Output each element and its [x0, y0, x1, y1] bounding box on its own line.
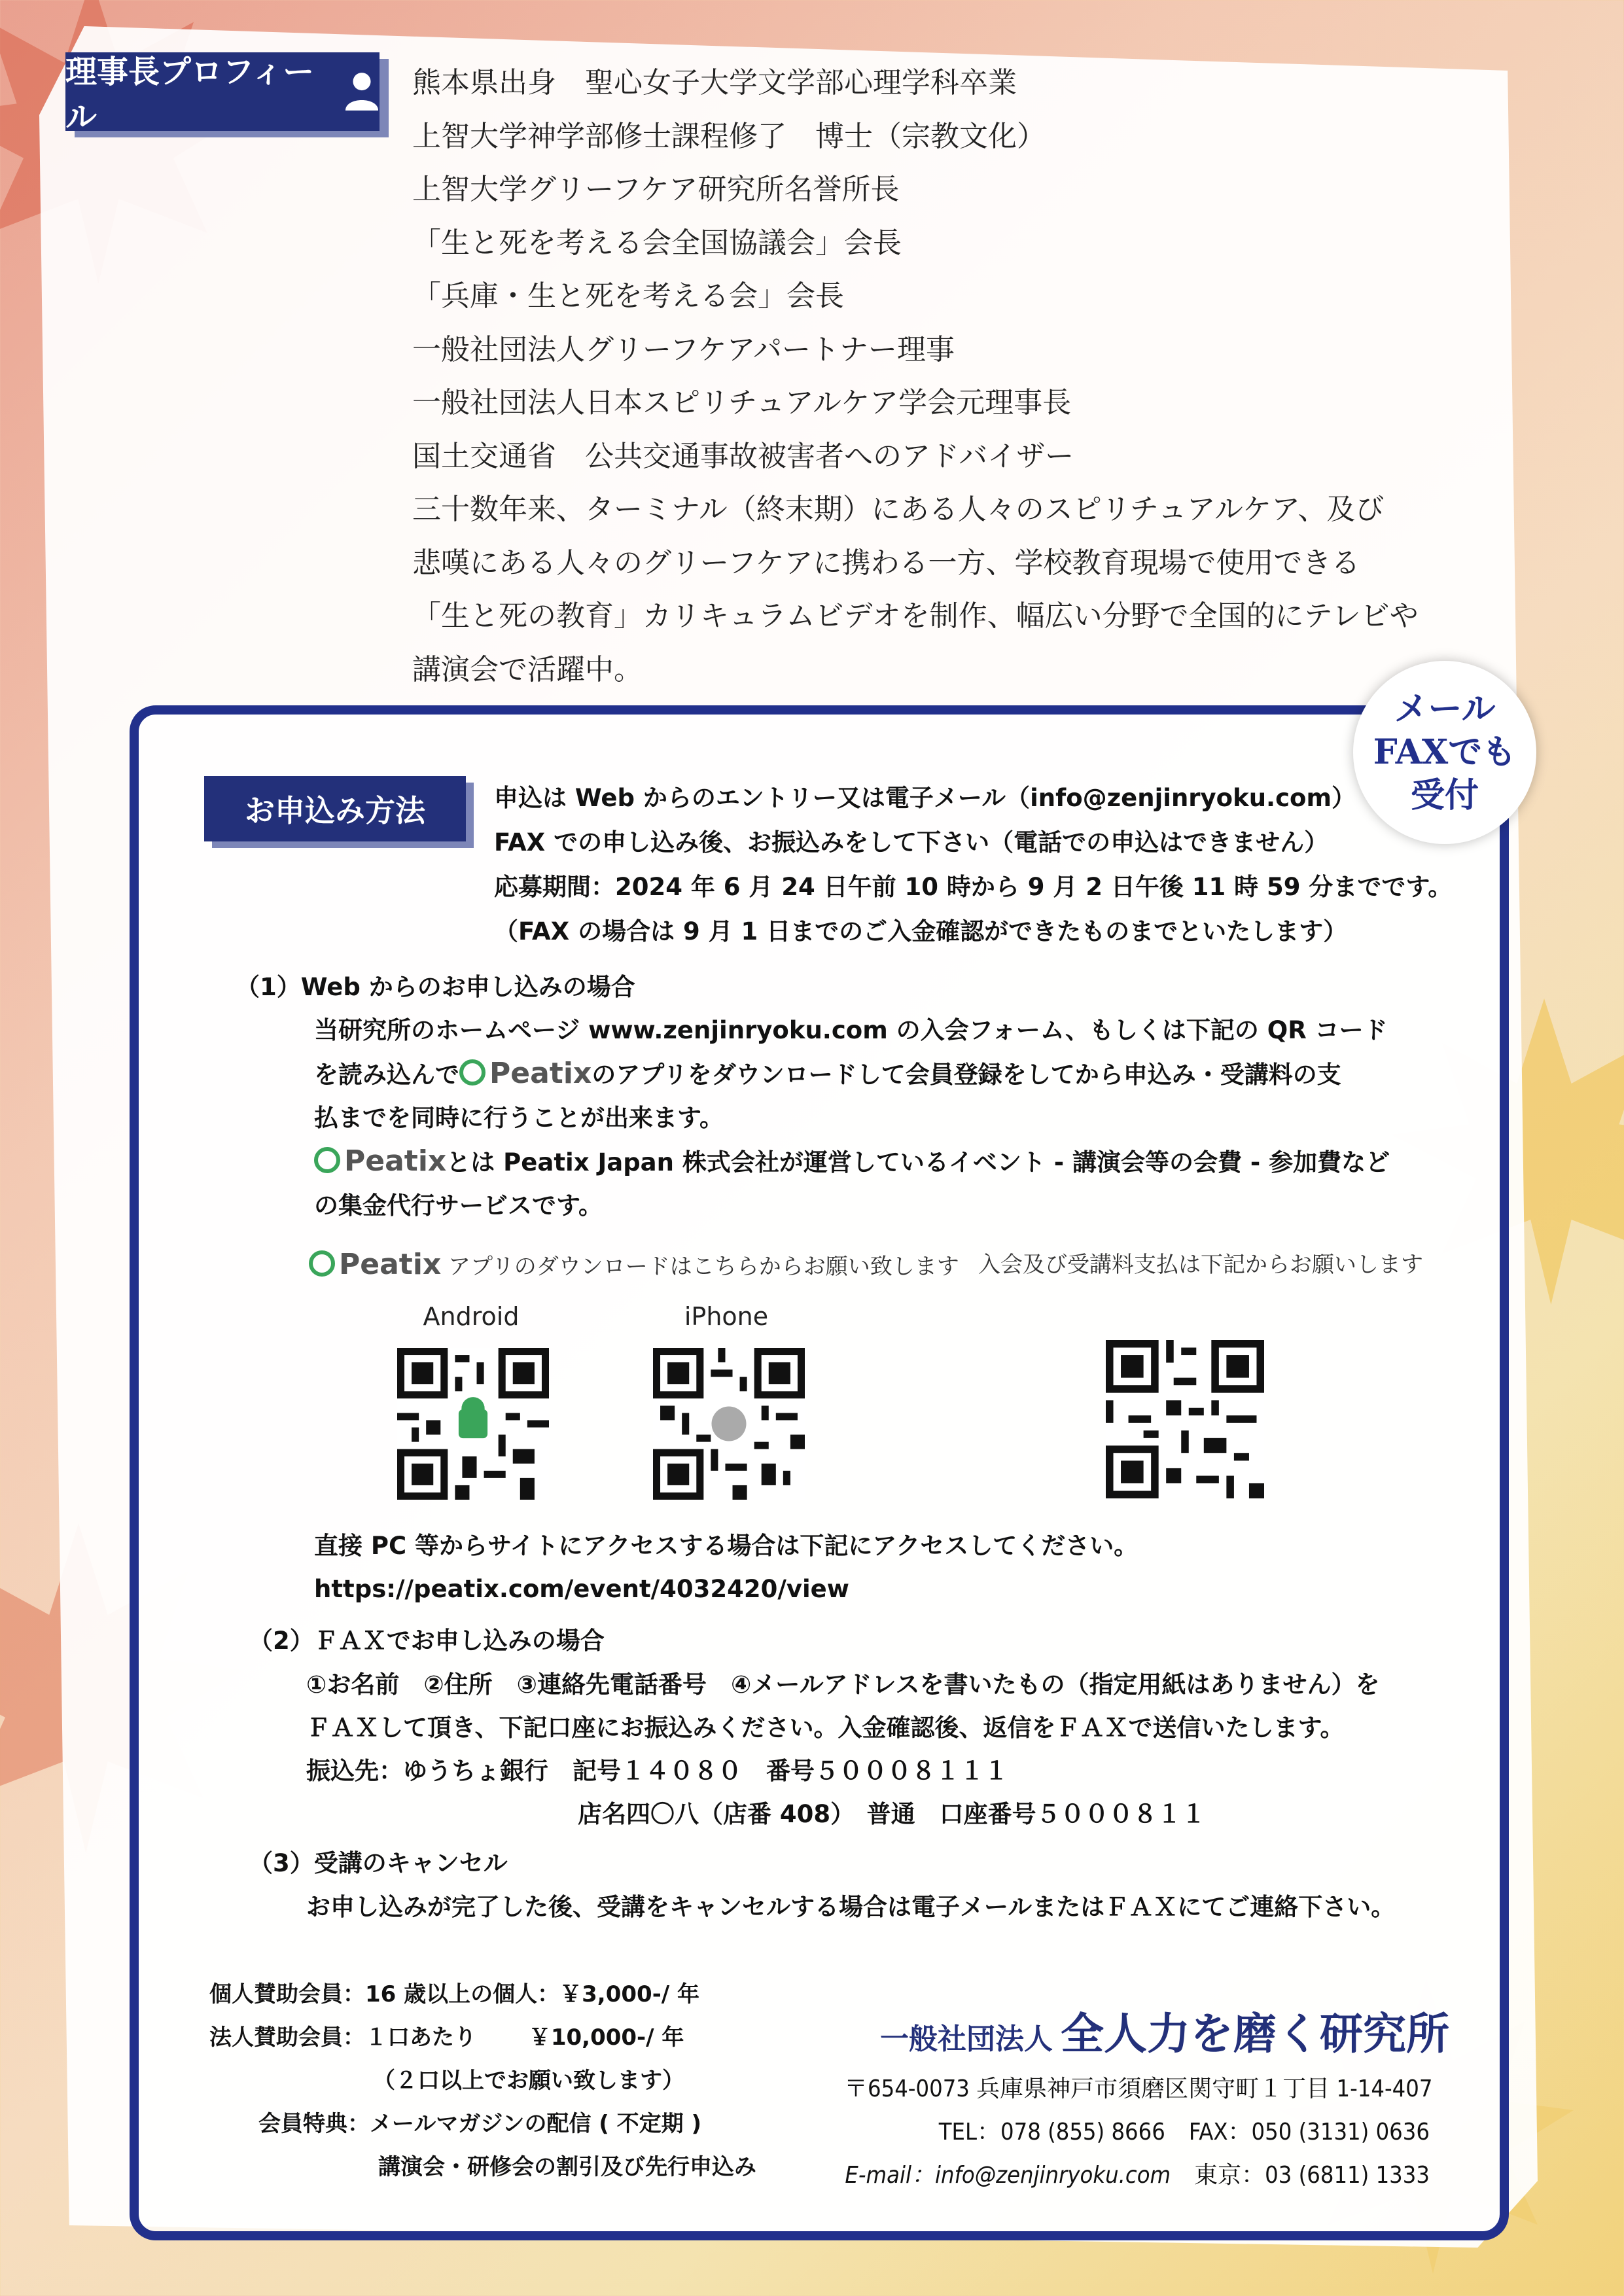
peatix-icon — [314, 1147, 340, 1173]
org-tel-fax: TEL：078 (855) 8666 FAX：050 (3131) 0636 — [938, 2119, 1430, 2146]
peatix-brand: Peatix — [339, 1248, 442, 1281]
intro-line: FAX での申し込み後、お振込みをして下さい（電話での申込はできません） — [494, 828, 1329, 857]
download-note — [309, 1243, 959, 1288]
member-line: （２口以上でお願い致します） — [373, 2068, 684, 2094]
qr-code-payment[interactable] — [1106, 1340, 1264, 1498]
fax-line: 振込先：ゆうちょ銀行 記号１４０８０ 番号５０００８１１１ — [306, 1757, 1008, 1785]
profile-line: 熊本県出身 聖心女子大学文学部心理学科卒業 — [412, 66, 1017, 99]
fax-line: ＦＡＸして頂き、下記口座にお振込みください。入金確認後、返信をＦＡＸで送信いたします。 — [306, 1714, 1345, 1742]
qr-code-iphone[interactable] — [653, 1348, 805, 1500]
qr-iphone-label: iPhone — [684, 1302, 769, 1331]
organization-contact — [844, 2068, 1433, 2197]
web-line-part: のアプリをダウンロードして会員登録をしてから申込み・受講料の支 — [591, 1061, 1341, 1089]
member-line: 講演会・研修会の割引及び先行申込み — [378, 2154, 756, 2180]
org-tokyo: 東京：03 (6811) 1333 — [1194, 2162, 1430, 2189]
peatix-logo — [309, 1248, 441, 1281]
fax-section-body — [306, 1663, 1379, 1836]
apply-method-badge — [204, 776, 466, 841]
member-line: 個人賛助会員：16 歳以上の個人：￥3,000-/ 年 — [209, 1981, 700, 2007]
stamp-line: メール — [1394, 689, 1496, 729]
web-line: の集金代行サービスです。 — [314, 1192, 603, 1220]
fax-section-heading: （2）ＦＡＸでお申し込みの場合 — [249, 1627, 605, 1655]
profile-text — [412, 56, 1485, 696]
web-line: 当研究所のホームページ www.zenjinryoku.com の入会フォーム、もしくは下記の QR コード — [314, 1016, 1388, 1044]
member-line: 法人賛助会員：１口あたり ￥10,000-/ 年 — [209, 2024, 684, 2051]
member-line: 会員特典：メールマガジンの配信 ( 不定期 ) — [258, 2111, 702, 2137]
profile-line: 「生と死の教育」カリキュラムビデオを制作、幅広い分野で全国的にテレビや — [412, 599, 1419, 633]
profile-line: 悲嘆にある人々のグリーフケアに携わる一方、学校教育現場で使用できる — [412, 546, 1360, 580]
profile-badge — [65, 52, 380, 135]
cancel-text: お申し込みが完了した後、受講をキャンセルする場合は電子メールまたはＦＡＸにてご連絡下さい。 — [306, 1893, 1396, 1921]
profile-line: 上智大学グリーフケア研究所名誉所長 — [412, 173, 900, 206]
stamp-line: FAXでも — [1373, 732, 1517, 772]
intro-line: 申込は Web からのエントリー又は電子メール（info@zenjinryoku.com） — [494, 784, 1356, 812]
direct-access-block — [314, 1525, 1138, 1611]
org-name-main: 全人力を磨く研究所 — [1061, 2009, 1449, 2059]
profile-line: 「兵庫・生と死を考える会」会長 — [412, 279, 844, 313]
organization-name — [880, 1999, 1449, 2061]
intro-line: （FAX の場合は 9 月 1 日までのご入金確認ができたものまでといたします） — [494, 917, 1348, 945]
web-line — [314, 1052, 1390, 1097]
peatix-brand: Peatix — [344, 1144, 447, 1178]
peatix-logo — [459, 1057, 591, 1090]
cancel-section-heading: （3）受講のキャンセル — [249, 1849, 508, 1877]
org-prefix: 一般社団法人 — [880, 2022, 1053, 2056]
peatix-brand: Peatix — [489, 1057, 592, 1090]
pay-note: 入会及び受講料支払は下記からお願いします — [978, 1252, 1423, 1278]
org-email-line — [844, 2154, 1430, 2197]
web-line-part: を読み込んで — [314, 1061, 459, 1089]
fax-line: 店名四〇八（店番 408） 普通 口座番号５０００８１１ — [578, 1800, 1206, 1828]
apply-intro — [494, 776, 1452, 954]
direct-access-text: 直接 PC 等からサイトにアクセスする場合は下記にアクセスしてください。 — [314, 1532, 1139, 1560]
org-address: 〒654-0073 兵庫県神戸市須磨区関守町１丁目 1-14-407 — [844, 2075, 1433, 2102]
web-line — [314, 1140, 1390, 1184]
profile-line: 講演会で活躍中。 — [412, 652, 643, 686]
peatix-icon — [459, 1059, 485, 1086]
profile-line: 一般社団法人グリーフケアパートナー理事 — [412, 332, 955, 366]
profile-line: 一般社団法人日本スピリチュアルケア学会元理事長 — [412, 386, 1072, 419]
apply-method-label: お申込み方法 — [245, 793, 425, 828]
peatix-logo — [314, 1144, 446, 1178]
profile-line: 上智大学神学部修士課程修了 博士（宗教文化） — [412, 119, 1046, 153]
profile-line: 「生と死を考える会全国協議会」会長 — [412, 226, 902, 260]
profile-line: 三十数年来、ターミナル（終末期）にある人々のスピリチュアルケア、及び — [412, 493, 1385, 526]
membership-info — [209, 1973, 756, 2189]
web-line: 払までを同時に行うことが出来ます。 — [314, 1104, 724, 1132]
qr-code-android[interactable] — [397, 1348, 549, 1500]
org-email[interactable]: E-mail：info@zenjinryoku.com — [845, 2162, 1171, 2189]
peatix-icon — [309, 1250, 335, 1277]
download-note-text: アプリのダウンロードはこちらからお願い致します — [448, 1254, 959, 1280]
web-line-part: とは Peatix Japan 株式会社が運営しているイベント - 講演会等の会費 - 参加費など — [446, 1148, 1390, 1176]
web-section-heading: （1）Web からのお申し込みの場合 — [236, 973, 635, 1001]
profile-badge-label: 理事長プロフィール — [65, 54, 315, 135]
fax-line: ①お名前 ②住所 ③連絡先電話番号 ④メールアドレスを書いたもの（指定用紙はありません）を — [306, 1670, 1380, 1699]
person-icon — [344, 71, 380, 113]
event-url-link[interactable]: https://peatix.com/event/4032420/view — [314, 1575, 849, 1603]
qr-android-label: Android — [423, 1302, 520, 1331]
intro-line: 応募期間：2024 年 6 月 24 日午前 10 時から 9 月 2 日午後 11 時 59 分までです。 — [494, 873, 1453, 901]
profile-line: 国土交通省 公共交通事故被害者へのアドバイザー — [412, 439, 1074, 473]
stamp-line: 受付 — [1410, 775, 1479, 815]
web-section-body — [314, 1009, 1390, 1227]
